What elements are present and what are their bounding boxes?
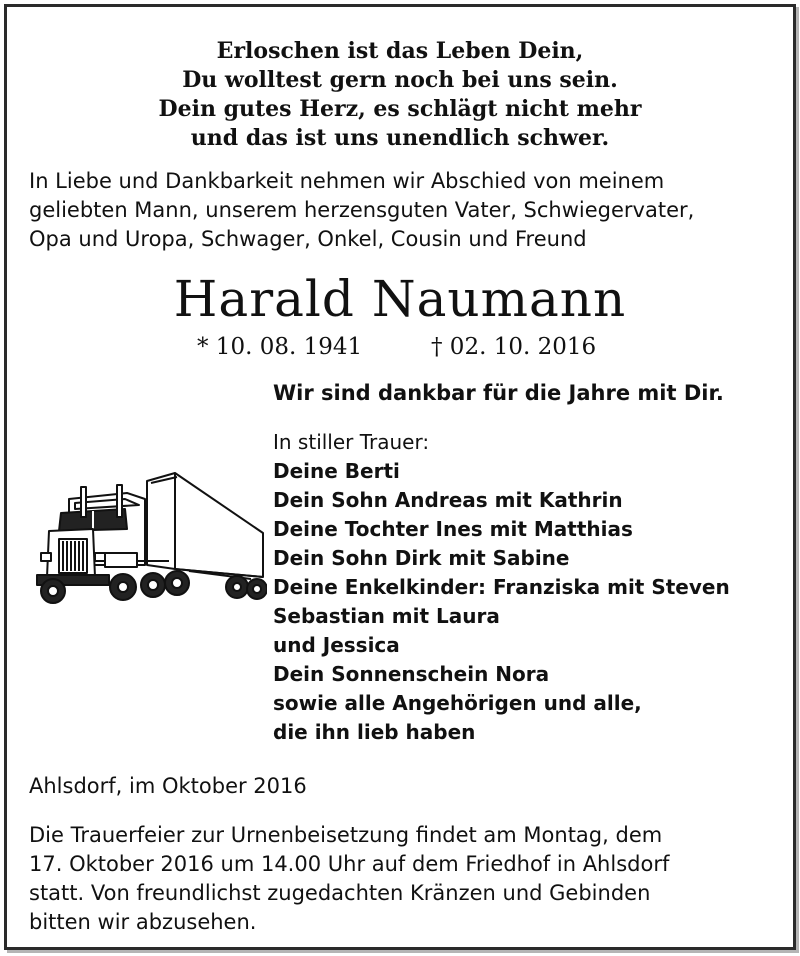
poem-line: Erloschen ist das Leben Dein, bbox=[216, 38, 584, 64]
service-line: Die Trauerfeier zur Urnenbeisetzung findet am Montag, dem bbox=[29, 823, 663, 847]
mourner-line: Deine Berti bbox=[273, 459, 400, 483]
deceased-name: Harald Naumann bbox=[173, 270, 627, 328]
mourner-line: die ihn lieb haben bbox=[273, 720, 476, 744]
death-date: † 02. 10. 2016 bbox=[431, 334, 597, 360]
service-line: statt. Von freundlichst zugedachten Kränzen und Gebinden bbox=[29, 881, 651, 905]
service-line: bitten wir abzusehen. bbox=[29, 910, 257, 934]
mourner-line: Dein Sonnenschein Nora bbox=[273, 662, 550, 686]
mourner-line: Sebastian mit Laura bbox=[273, 604, 500, 628]
mourner-line: Deine Tochter Ines mit Matthias bbox=[273, 517, 633, 541]
obituary-frame bbox=[4, 4, 796, 950]
truck-illustration-icon bbox=[29, 469, 267, 609]
intro-line: In Liebe und Dankbarkeit nehmen wir Abschied von meinem bbox=[29, 169, 665, 193]
mourner-line: und Jessica bbox=[273, 633, 400, 657]
poem-line: Du wolltest gern noch bei uns sein. bbox=[182, 67, 618, 93]
mourner-line: sowie alle Angehörigen und alle, bbox=[273, 691, 642, 715]
mourner-line: Deine Enkelkinder: Franziska mit Steven bbox=[273, 575, 730, 599]
intro-line: geliebten Mann, unserem herzensguten Vater, Schwiegervater, bbox=[29, 198, 695, 222]
place-date: Ahlsdorf, im Oktober 2016 bbox=[29, 774, 307, 798]
service-line: 17. Oktober 2016 um 14.00 Uhr auf dem Friedhof in Ahlsdorf bbox=[29, 852, 670, 876]
mourner-line: Dein Sohn Dirk mit Sabine bbox=[273, 546, 570, 570]
birth-date: * 10. 08. 1941 bbox=[197, 334, 363, 360]
thanks-line: Wir sind dankbar für die Jahre mit Dir. bbox=[273, 381, 724, 405]
intro-line: Opa und Uropa, Schwager, Onkel, Cousin und Freund bbox=[29, 227, 587, 251]
poem-line: Dein gutes Herz, es schlägt nicht mehr bbox=[158, 96, 642, 122]
mourning-heading: In stiller Trauer: bbox=[273, 430, 430, 454]
poem-line: und das ist uns unendlich schwer. bbox=[190, 125, 610, 151]
mourner-line: Dein Sohn Andreas mit Kathrin bbox=[273, 488, 623, 512]
